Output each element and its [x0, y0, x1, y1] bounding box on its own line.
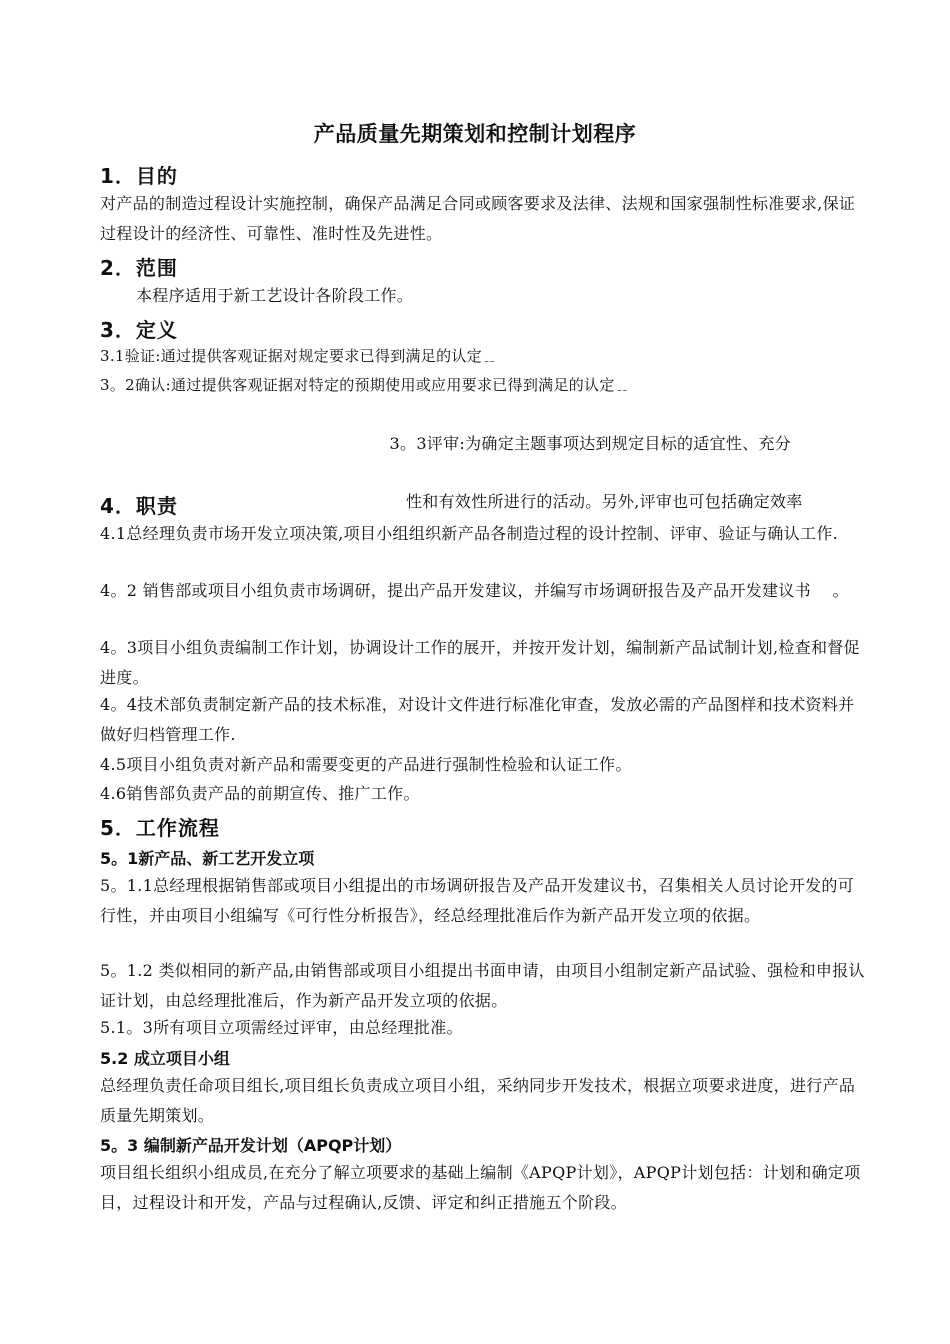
section-5-heading: 5．工作流程 [100, 816, 220, 840]
subsection-5-2-heading: 5.2 成立项目小组 [100, 1049, 230, 1068]
responsibility-6: 4.6销售部负责产品的前期宣传、推广工作。 [100, 784, 420, 803]
subsection-5-1-3: 5.1。3所有项目立项需经过评审，由总经理批准。 [100, 1018, 463, 1037]
section-2-heading: 2．范围 [100, 256, 178, 280]
section-1-text: 对产品的制造过程设计实施控制，确保产品满足合同或顾客要求及法律、法规和国家强制性标准要求,保证过程设计的经济性、可靠性、准时性及先进性。 [100, 194, 856, 243]
definition-validation: 3。2确认:通过提供客观证据对特定的预期使用或应用要求已得到满足的认定﹎ [100, 376, 630, 394]
subsection-5-3-heading: 5。3 编制新产品开发计划（APQP计划） [100, 1136, 402, 1155]
subsection-5-2-text: 总经理负责任命项目组长,项目组长负责成立项目小组，采纳同步开发技术，根据立项要求进度，进行产品质量先期策划。 [100, 1076, 856, 1125]
subsection-5-3-text: 项目组长组织小组成员,在充分了解立项要求的基础上编制《APQP计划》，APQP计划包括：计划和确定项目，过程设计和开发，产品与过程确认,反馈、评定和纠正措施五个阶段。 [100, 1163, 861, 1212]
responsibility-4: 4。4技术部负责制定新产品的技术标准，对设计文件进行标准化审查，发放必需的产品图样和技术资料并做好归档管理工作. [100, 695, 855, 744]
definition-verification: 3.1验证:通过提供客观证据对规定要求已得到满足的认定﹎ [100, 347, 498, 365]
responsibility-1: 4.1总经理负责市场开发立项决策,项目小组组织新产品各制造过程的设计控制、评审、验证与确认工作. [100, 524, 839, 543]
section-2-text: 本程序适用于新工艺设计各阶段工作。 [136, 286, 414, 305]
section-1-heading: 1．目的 [100, 164, 178, 188]
section-3-heading: 3．定义 [100, 318, 178, 342]
subsection-5-1-2: 5。1.2 类似相同的新产品,由销售部或项目小组提出书面申请，由项目小组制定新产品试验、强检和申报认证计划，由总经理批准后，作为新产品开发立项的依据。 [100, 961, 865, 1010]
definition-review-first-line: 3。3评审:为确定主题事项达到规定目标的适宜性、充分 [389, 434, 792, 453]
responsibility-2: 4。2 销售部或项目小组负责市场调研，提出产品开发建议，并编写市场调研报告及产品开发建议书 。 [100, 581, 849, 600]
subsection-5-1-heading: 5。1新产品、新工艺开发立项 [100, 849, 315, 868]
section-4-heading: 4．职责 [100, 494, 178, 518]
subsection-5-1-1: 5。1.1总经理根据销售部或项目小组提出的市场调研报告及产品开发建议书，召集相关人员讨论开发的可行性，并由项目小组编写《可行性分析报告》，经总经理批准后作为新产品开发立项的依据。 [100, 876, 855, 925]
document-title: 产品质量先期策划和控制计划程序 [313, 122, 637, 146]
definition-review-continuation: 性和有效性所进行的活动。另外,评审也可包括确定效率 [406, 492, 803, 511]
responsibility-3: 4。3项目小组负责编制工作计划，协调设计工作的展开，并按开发计划，编制新产品试制计划,检查和督促进度。 [100, 638, 860, 687]
responsibility-5: 4.5项目小组负责对新产品和需要变更的产品进行强制性检验和认证工作。 [100, 755, 632, 774]
